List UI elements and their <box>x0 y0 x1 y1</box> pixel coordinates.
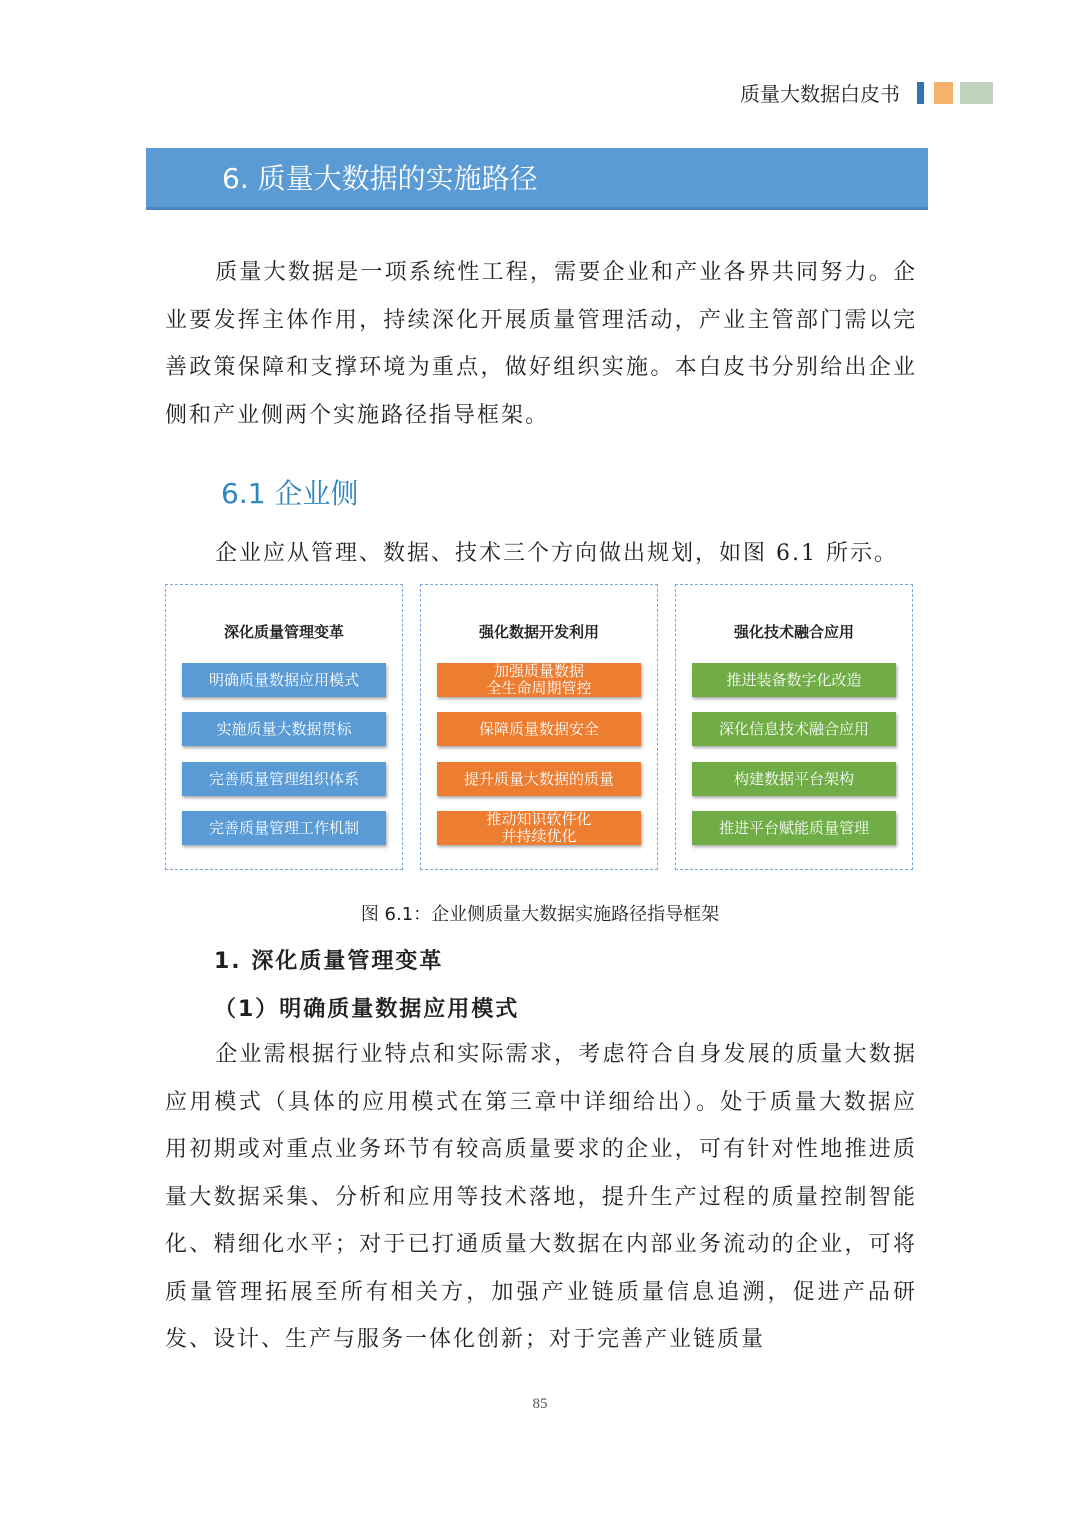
section-title: 6.1 企业侧 <box>221 477 359 510</box>
framework-item: 实施质量大数据贯标 <box>182 712 386 746</box>
framework-item: 完善质量管理工作机制 <box>182 811 386 845</box>
framework-column-data <box>420 584 658 870</box>
framework-item: 完善质量管理组织体系 <box>182 762 386 796</box>
framework-item: 深化信息技术融合应用 <box>692 712 896 746</box>
framework-item: 构建数据平台架构 <box>692 762 896 796</box>
framework-column-technology <box>675 584 913 870</box>
section-paragraph-text: 企业应从管理、数据、技术三个方向做出规划，如图 6.1 所示。 <box>215 541 898 566</box>
column-heading: 强化数据开发利用 <box>478 623 599 641</box>
column-heading: 深化质量管理变革 <box>223 623 344 641</box>
framework-item: 保障质量数据安全 <box>437 712 641 746</box>
body-paragraph <box>165 1031 917 1364</box>
chapter-title: 6. 质量大数据的实施路径 <box>222 162 538 195</box>
figure-caption: 图 6.1：企业侧质量大数据实施路径指导框架 <box>360 904 720 925</box>
subsection-heading: 1. 深化质量管理变革 <box>214 949 444 974</box>
page-number: 85 <box>532 1396 548 1412</box>
header-bar-blue <box>917 82 924 104</box>
section-paragraph <box>165 530 917 578</box>
chapter-banner <box>146 148 928 210</box>
framework-item: 明确质量数据应用模式 <box>182 663 386 697</box>
header-bar-orange <box>934 82 953 104</box>
framework-item: 推进装备数字化改造 <box>692 663 896 697</box>
header-bar-green <box>960 82 993 104</box>
column-heading: 强化技术融合应用 <box>733 623 854 641</box>
framework-item: 加强质量数据 全生命周期管控 <box>437 663 641 697</box>
intro-paragraph <box>165 249 917 439</box>
framework-item: 推进平台赋能质量管理 <box>692 811 896 845</box>
framework-item: 推动知识软件化 并持续优化 <box>437 811 641 845</box>
framework-column-management <box>165 584 403 870</box>
header-title: 质量大数据白皮书 <box>740 82 900 106</box>
framework-item: 提升质量大数据的质量 <box>437 762 641 796</box>
body-paragraph-text: 企业需根据行业特点和实际需求，考虑符合自身发展的质量大数据应用模式（具体的应用模式在第三章中详细给出）。处于质量大数据应用初期或对重点业务环节有较高质量要求的企业，可有针对性地推进质量大数据采集、分析和应用等技术落地，提升生产过程的质量控制智能化、精细化水平；对于已打通质量大数据在内部业务流动的企业，可将质量管理拓展至所有相关方，加强产业链质量信息追溯，促进产品研发、设计、生产与服务一体化创新；对于完善产业链质量 <box>165 1042 917 1352</box>
subsubsection-heading: （1）明确质量数据应用模式 <box>214 997 520 1022</box>
intro-paragraph-text: 质量大数据是一项系统性工程，需要企业和产业各界共同努力。企业要发挥主体作用，持续深化开展质量管理活动，产业主管部门需以完善政策保障和支撑环境为重点，做好组织实施。本白皮书分别给出企业侧和产业侧两个实施路径指导框架。 <box>165 260 917 428</box>
